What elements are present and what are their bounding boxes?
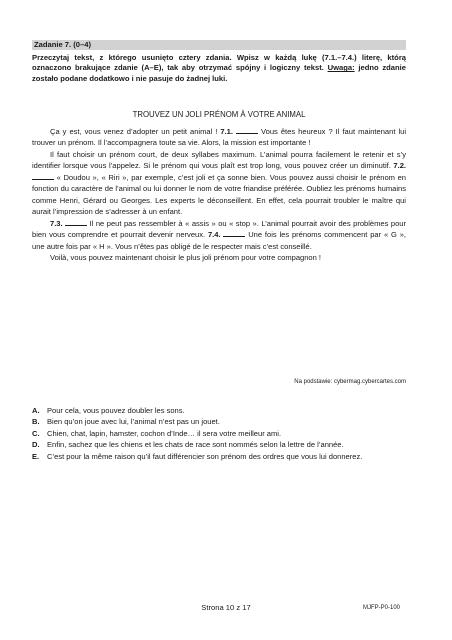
gap-7-3[interactable]	[65, 219, 87, 226]
paragraph-3	[32, 218, 406, 252]
paragraph-text: « Doudou », « Riri », par exemple, c’est joli et ça sonne bien. Vous pouvez aussi choisir le prénom en fonction du caractère de l’animal ou lui donner le nom de votre friandise préférée. Oubliez les prénoms humains comme Henri, Gérard ou Georges. Les experts le déconseillent. En effet, cela pourrait troubler le maître qui aurait l’impression de s’adresser à un enfant.	[32, 172, 406, 217]
gap-7-1[interactable]	[236, 127, 258, 134]
option-letter: E.	[32, 451, 40, 461]
paragraph-text: Une fois les prénoms commencent par « G », une autre fois par « H ». Vous n’êtes pas obligé de le respecter mais c’est conseillé.	[32, 230, 406, 251]
gap-number-7-1: 7.1.	[220, 127, 233, 136]
paragraph-text: Ça y est, vous venez d’adopter un petit animal !	[50, 127, 221, 136]
gap-number-7-3: 7.3.	[50, 218, 63, 228]
option-text: Bien qu’on joue avec lui, l’animal n’est pas un jouet.	[47, 417, 220, 427]
option-a	[32, 405, 406, 416]
paragraph-text: Il faut choisir un prénom court, de deux syllabes maximum. L’animal pourra facilement le retenir et s’y identifier lorsque vous l’appelez. Si le prénom qui vous plaît est trop long, vous pouvez créer un diminutif.	[32, 149, 406, 171]
option-letter: C.	[32, 428, 40, 438]
option-letter: D.	[32, 440, 40, 450]
text-title: TROUVEZ UN JOLI PRÉNOM À VOTRE ANIMAL	[132, 110, 306, 119]
task-instruction	[32, 53, 406, 84]
option-text: C’est pour la même raison qu’il faut différencier son prénom des ordres que vous lui donnerez.	[47, 451, 363, 461]
paragraph-text: Vous êtes heureux ? Il faut maintenant lui trouver un prénom. Il l’accompagnera toute sa vie. Alors, la mission est importante !	[32, 127, 406, 148]
note-label: Uwaga:	[327, 63, 355, 73]
source-note: Na podstawie: cybermag.cybercartes.com	[294, 379, 406, 385]
option-b	[32, 416, 406, 427]
option-text: Chien, chat, lapin, hamster, cochon d’Inde… il sera votre meilleur ami.	[47, 428, 282, 438]
gap-number-7-4: 7.4.	[207, 230, 221, 240]
paragraph-text: Il ne peut pas ressembler à « assis » ou « stop ». L’animal pourrait avoir des problèmes pour bien vous comprendre et pourrait devenir nerveux.	[32, 218, 406, 240]
task-title: Zadanie 7. (0–4)	[34, 40, 91, 49]
gap-7-2[interactable]	[32, 173, 54, 180]
gap-number-7-2: 7.2.	[393, 161, 406, 171]
paragraph-4: Voilà, vous pouvez maintenant choisir le plus joli prénom pour votre compagnon !	[50, 252, 322, 262]
exam-code: MJFP-P0-100	[362, 605, 400, 611]
paragraph-1	[32, 126, 406, 149]
option-letter: A.	[32, 406, 40, 415]
note-text: jedno zdanie zostało podane dodatkowo i nie pasuje do żadnej luki.	[32, 63, 406, 83]
option-letter: B.	[32, 417, 40, 427]
option-e	[32, 451, 406, 462]
answer-options	[32, 405, 406, 462]
gap-7-4[interactable]	[223, 230, 245, 237]
option-text: Enfin, sachez que les chiens et les chats de race sont nommés selon la lettre de l’année.	[47, 440, 344, 450]
option-text: Pour cela, vous pouvez doubler les sons.	[47, 406, 185, 415]
paragraph-2	[32, 149, 406, 218]
page-number: Strona 10 z 17	[201, 603, 251, 612]
reading-text	[32, 126, 406, 263]
option-c	[32, 428, 406, 439]
instruction-text: Przeczytaj tekst, z którego usunięto cztery zdania. Wpisz w każdą lukę (7.1.–7.4.) literę, którą oznaczono brakujące zdanie (A–E), tak aby otrzymać spójny i logiczny tekst.	[32, 53, 406, 73]
option-d	[32, 439, 406, 450]
